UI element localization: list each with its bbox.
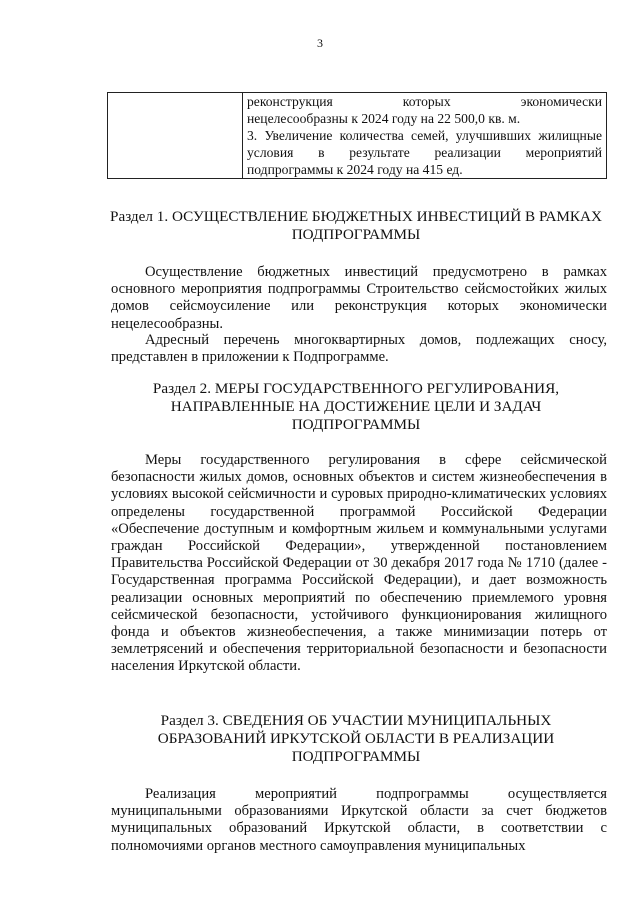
- section-1-paragraph: Адресный перечень многоквартирных домов, подлежащих сносу, представлен в приложении к Подпрограмме.: [111, 332, 607, 366]
- page-number: 3: [317, 36, 323, 50]
- indicator-line: реконструкция которых экономически: [247, 94, 602, 109]
- section-title-line: ОБРАЗОВАНИЙ ИРКУТСКОЙ ОБЛАСТИ В РЕАЛИЗАЦИИ: [157, 730, 555, 747]
- section-title-line: Раздел 1. ОСУЩЕСТВЛЕНИЕ БЮДЖЕТНЫХ ИНВЕСТИЦИЙ В РАМКАХ: [110, 208, 602, 225]
- indicator-item-3: 3. Увеличение количества семей, улучшивших жилищные условия в результате реализации мероприятий подпрограммы к 2024 году на 415 ед.: [247, 128, 602, 177]
- section-title-line: Раздел 2. МЕРЫ ГОСУДАРСТВЕННОГО РЕГУЛИРОВАНИЯ,: [152, 380, 560, 397]
- section-3-paragraph: Реализация мероприятий подпрограммы осуществляется муниципальными образованиями Иркутской области за счет бюджетов муниципальных образований Иркутской области, в соответствии с полномочиями органов местного самоуправления муниципальных: [111, 786, 607, 854]
- section-title-line: Раздел 3. СВЕДЕНИЯ ОБ УЧАСТИИ МУНИЦИПАЛЬНЫХ: [160, 712, 552, 729]
- section-title-line: ПОДПРОГРАММЫ: [291, 748, 421, 765]
- table-cell-empty: [108, 93, 243, 179]
- section-title-line: ПОДПРОГРАММЫ: [291, 226, 421, 243]
- section-2-paragraph: Меры государственного регулирования в сфере сейсмической безопасности жилых домов, основных объектов и систем жизнеобеспечения в условиях высокой сейсмичности и суровых природно-климатических условиях определены государственной программой Российской Федерации «Обеспечение доступным и комфортным жильем и коммунальными услугами граждан Российской Федерации», утвержденной постановлением Правительства Российской Федерации от 30 декабря 2017 года № 1710 (далее - Государственная программа Российской Федерации), и дает возможность реализации основных мероприятий по обеспечению приемлемого уровня сейсмической безопасности, устойчивого функционирования жилищного фонда и объектов жизнеобеспечения, а также минимизации потерь от землетрясений и обеспечения территориальной безопасности и безопасности населения Иркутской области.: [111, 452, 607, 675]
- table-cell-indicators: [243, 93, 607, 179]
- section-title-line: НАПРАВЛЕННЫЕ НА ДОСТИЖЕНИЕ ЦЕЛИ И ЗАДАЧ: [170, 398, 542, 415]
- section-1-title: [100, 208, 612, 244]
- section-2-title: [100, 380, 612, 434]
- section-1-paragraph: Осуществление бюджетных инвестиций предусмотрено в рамках основного мероприятия подпрограммы Строительство сейсмостойких жилых домов сейсмоусиление или реконструкция которых экономически нецелесообразны.: [111, 264, 607, 332]
- table-continuation: [107, 92, 607, 179]
- table-row: [108, 93, 607, 179]
- indicator-line: нецелесообразны к 2024 году на 22 500,0 кв. м.: [247, 111, 521, 126]
- section-title-line: ПОДПРОГРАММЫ: [291, 416, 421, 433]
- section-3-title: [100, 712, 612, 766]
